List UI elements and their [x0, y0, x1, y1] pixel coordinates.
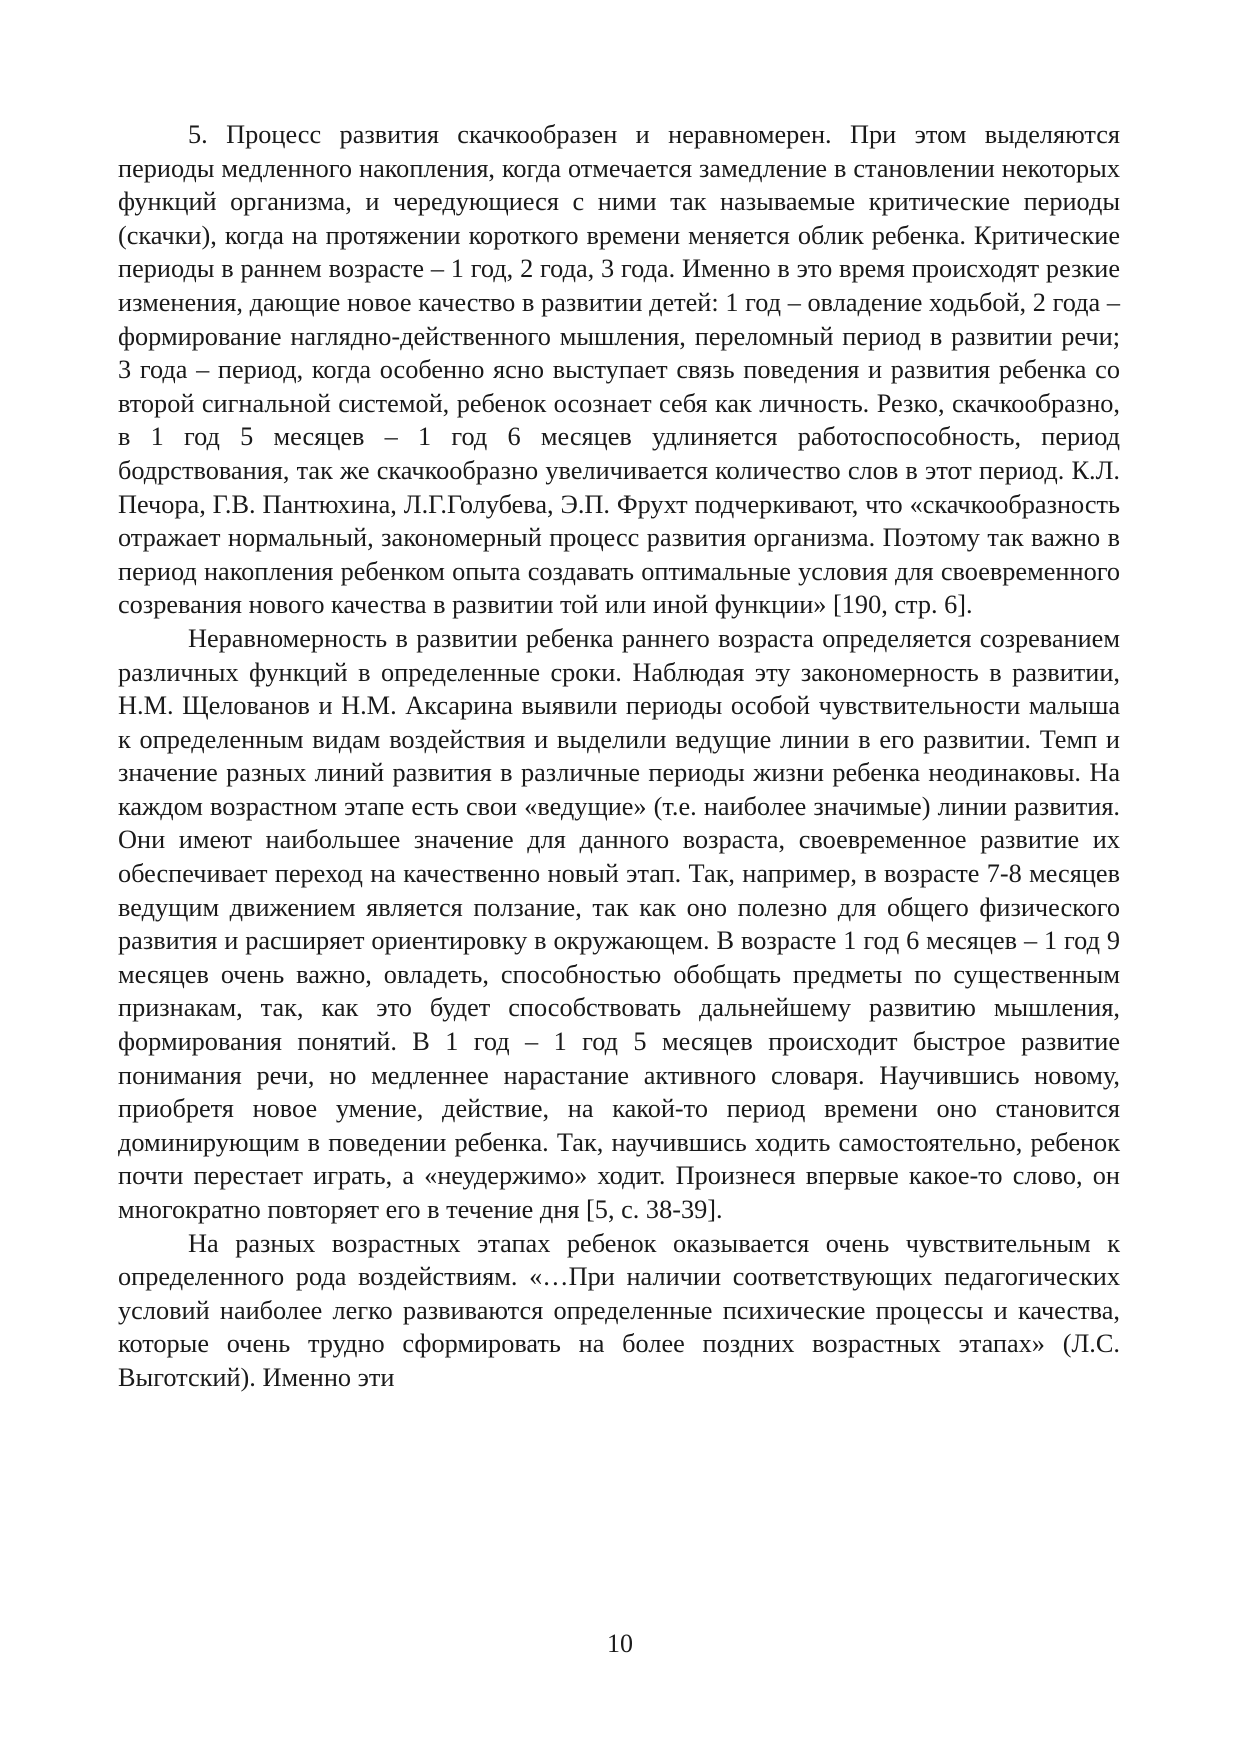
paragraph-3: На разных возрастных этапах ребенок оказывается очень чувствительным к определенного рода воздействиям. «…При наличии соответствующих педагогических условий наиболее легко развиваются определенные психические процессы и качества, которые очень трудно сформировать на более поздних возрастных этапах» (Л.С. Выготский). Именно эти [118, 1228, 1120, 1392]
page-body [118, 118, 1120, 1395]
paragraph-1: 5. Процесс развития скачкообразен и неравномерен. При этом выделяются периоды медленного накопления, когда отмечается замедление в становлении некоторых функций организма, и чередующиеся с ними так называемые критические периоды (скачки), когда на протяжении короткого времени меняется облик ребенка. Критические периоды в раннем возрасте – 1 год, 2 года, 3 года. Именно в это время происходят резкие изменения, дающие новое качество в развитии детей: 1 год – овладение ходьбой, 2 года – формирование наглядно-действенного мышления, переломный период в развитии речи; 3 года – период, когда особенно ясно выступает связь поведения и развития ребенка со второй сигнальной системой, ребенок осознает себя как личность. Резко, скачкообразно, в 1 год 5 месяцев – 1 год 6 месяцев удлиняется работоспособность, период бодрствования, так же скачкообразно увеличивается количество слов в этот период. К.Л. Печора, Г.В. Пантюхина, Л.Г.Голубева, Э.П. Фрухт подчеркивают, что «скачкообразность отражает нормальный, закономерный процесс развития организма. Поэтому так важно в период накопления ребенком опыта создавать оптимальные условия для своевременного созревания нового качества в развитии той или иной функции» [190, стр. 6]. [118, 120, 1120, 620]
page-number: 10 [607, 1629, 633, 1658]
paragraph-2: Неравномерность в развитии ребенка раннего возраста определяется созреванием различных функций в определенные сроки. Наблюдая эту закономерность в развитии, Н.М. Щелованов и Н.М. Аксарина выявили периоды особой чувствительности малыша к определенным видам воздействия и выделили ведущие линии в его развитии. Темп и значение разных линий развития в различные периоды жизни ребенка неодинаковы. На каждом возрастном этапе есть свои «ведущие» (т.е. наиболее значимые) линии развития. Они имеют наибольшее значение для данного возраста, своевременное развитие их обеспечивает переход на качественно новый этап. Так, например, в возрасте 7-8 месяцев ведущим движением является ползание, так как оно полезно для общего физического развития и расширяет ориентировку в окружающем. В возрасте 1 год 6 месяцев – 1 год 9 месяцев очень важно, овладеть, способностью обобщать предметы по существенным признакам, так, как это будет способствовать дальнейшему развитию мышления, формирования понятий. В 1 год – 1 год 5 месяцев происходит быстрое развитие понимания речи, но медленнее нарастание активного словаря. Научившись новому, приобретя новое умение, действие, на какой-то период времени оно становится доминирующим в поведении ребенка. Так, научившись ходить самостоятельно, ребенок почти перестает играть, а «неудержимо» ходит. Произнеся впервые какое-то слово, он многократно повторяет его в течение дня [5, с. 38-39]. [118, 623, 1120, 1224]
